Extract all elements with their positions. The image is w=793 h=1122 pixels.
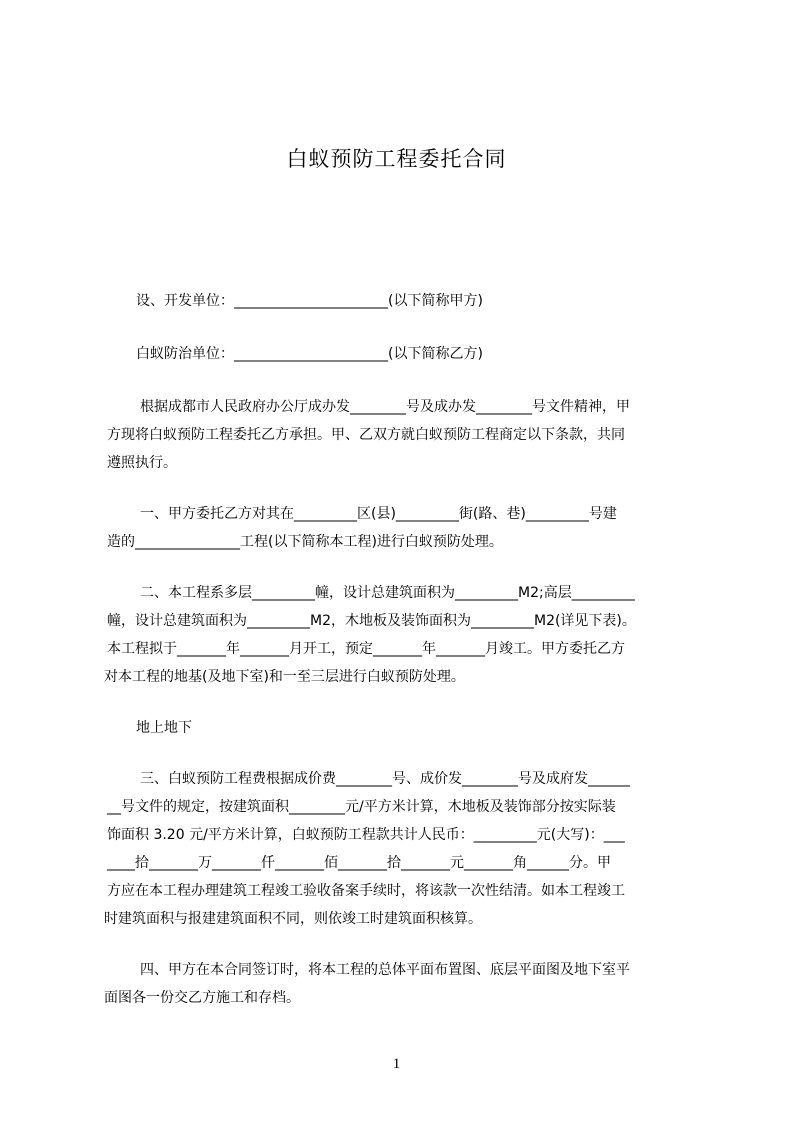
clause3-line-4: ____拾_______万_______仟_______佰_______拾_______元_______角______分。甲	[107, 855, 611, 871]
clause4-line-1: 四、甲方在本合同签订时，将本工程的总体平面布置图、底层平面图及地下室平	[140, 962, 630, 978]
page-number: 1	[392, 1056, 401, 1072]
table-heading: 地上地下	[136, 720, 192, 736]
clause3-line-1: 三、白蚁预防工程费根据成价费________号、成价发________号及成府发______	[140, 771, 630, 787]
party-b-line: 白蚁防治单位：______________________(以下简称乙方)	[136, 346, 483, 362]
clause2-line-4: 对本工程的地基(及地下室)和一至三层进行白蚁预防处理。	[104, 669, 465, 685]
party-a-line: 设、开发单位：______________________(以下简称甲方)	[136, 293, 483, 309]
preamble-line-1: 根据成都市人民政府办公厅成办发________号及成办发________号文件精神，甲	[140, 399, 630, 415]
preamble-line-2: 方现将白蚁预防工程委托乙方承担。甲、乙双方就白蚁预防工程商定以下条款，共同	[107, 427, 625, 443]
preamble-line-3: 遵照执行。	[107, 455, 177, 471]
clause3-line-3: 饰面积 3.20 元/平方米计算，白蚁预防工程款共计人民币：_________元(大写)：___	[107, 827, 625, 843]
clause2-line-2: 幢，设计总建筑面积为_________M2，木地板及装饰面积为_________M2(详见下表)。	[107, 613, 636, 629]
clause3-line-5: 方应在本工程办理建筑工程竣工验收备案手续时，将该款一次性结清。如本工程竣工	[107, 883, 625, 899]
clause1-line-2: 造的_______________工程(以下简称本工程)进行白蚁预防处理。	[107, 534, 503, 550]
clause3-line-2: __号文件的规定，按建筑面积________元/平方米计算，木地板及装饰部分按实际装	[107, 799, 616, 815]
clause2-line-3: 本工程拟于_______年_______月开工，预定_______年_______月竣工。甲方委托乙方	[107, 641, 625, 657]
clause3-line-6: 时建筑面积与报建建筑面积不同，则依竣工时建筑面积核算。	[104, 911, 482, 927]
contract-title: 白蚁预防工程委托合同	[286, 147, 507, 171]
clause2-line-1: 二、本工程系多层_________幢，设计总建筑面积为_________M2;高层_________	[140, 585, 635, 601]
clause1-line-1: 一、甲方委托乙方对其在_________区(县)_________街(路、巷)_________号建	[140, 506, 617, 522]
clause4-line-2: 面图各一份交乙方施工和存档。	[104, 990, 300, 1006]
